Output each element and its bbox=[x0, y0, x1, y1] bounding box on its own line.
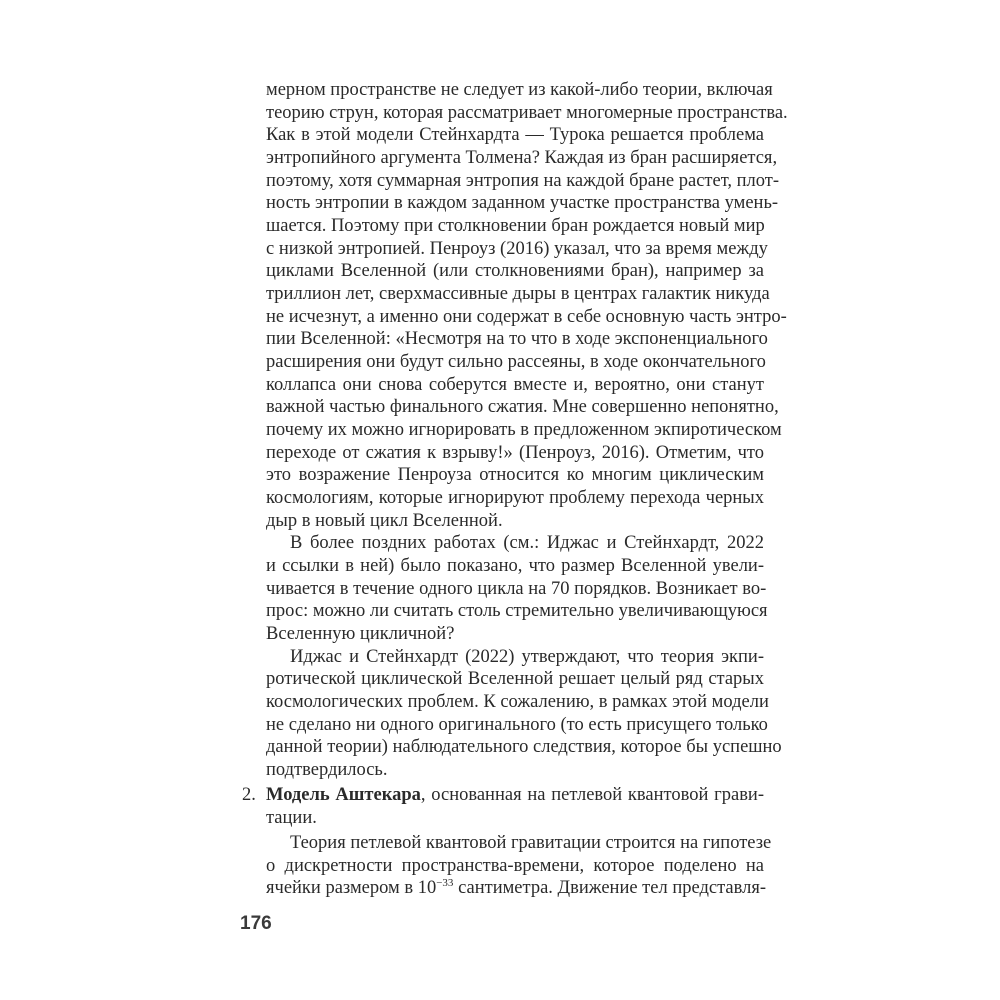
text-line-with-exponent bbox=[266, 877, 764, 899]
text-line: шается. Поэтому при столкновении бран рождается новый мир bbox=[266, 216, 765, 236]
text-line: с низкой энтропией. Пенроуз (2016) указал, что за время между bbox=[266, 239, 768, 259]
text-line: энтропийного аргумента Толмена? Каждая из бран расширяется, bbox=[266, 148, 778, 168]
text-line: это возражение Пенроуза относится ко многим циклическим bbox=[266, 465, 764, 485]
exponent: −33 bbox=[436, 876, 454, 889]
text-line: Иджас и Стейнхардт (2022) утверждают, что теория экпи- bbox=[290, 647, 764, 667]
text-line: дыр в новый цикл Вселенной. bbox=[266, 511, 503, 531]
text-line: мерном пространстве не следует из какой-либо теории, включая bbox=[266, 80, 773, 100]
text-line: космологических проблем. К сожалению, в рамках этой модели bbox=[266, 692, 769, 712]
text-line: данной теории) наблюдательного следствия, которое бы успешно bbox=[266, 737, 782, 757]
text-line: триллион лет, сверхмассивные дыры в центрах галактик никуда bbox=[266, 284, 770, 304]
text-line: прос: можно ли считать столь стремительно увеличивающуюся bbox=[266, 601, 768, 621]
text-line: поэтому, хотя суммарная энтропия на каждой бране растет, плот- bbox=[266, 171, 780, 191]
text-line: коллапса они снова соберутся вместе и, вероятно, они станут bbox=[266, 375, 764, 395]
list-item-number: 2. bbox=[242, 785, 256, 805]
list-item-heading bbox=[242, 784, 764, 806]
text-line: Теория петлевой квантовой гравитации строится на гипотезе bbox=[290, 833, 772, 853]
text-line: тации. bbox=[266, 808, 317, 828]
text-line: почему их можно игнорировать в предложенном экпиротическом bbox=[266, 420, 782, 440]
list-item-text: , основанная на петлевой квантовой грави- bbox=[420, 785, 764, 805]
text-line: космологиям, которые игнорируют проблему перехода черных bbox=[266, 488, 764, 508]
text-line: пии Вселенной: «Несмотря на то что в ходе экспоненциального bbox=[266, 329, 768, 349]
text-fragment: ячейки размером в 10 bbox=[266, 878, 437, 898]
text-line: Вселенную цикличной? bbox=[266, 624, 455, 644]
text-line: важной частью финального сжатия. Мне совершенно непонятно, bbox=[266, 397, 779, 417]
text-line: чивается в течение одного цикла на 70 порядков. Возникает во- bbox=[266, 579, 767, 599]
list-item-title: Модель Аштекара bbox=[266, 785, 421, 805]
text-line: переходе от сжатия к взрыву!» (Пенроуз, 2016). Отметим, что bbox=[266, 443, 764, 463]
text-line: и ссылки в ней) было показано, что размер Вселенной увели- bbox=[266, 556, 764, 576]
text-line: подтвердилось. bbox=[266, 760, 388, 780]
text-line: Как в этой модели Стейнхардта — Турока решается проблема bbox=[266, 125, 764, 145]
text-line: о дискретности пространства-времени, которое поделено на bbox=[266, 856, 764, 876]
text-line: не исчезнут, а именно они содержат в себе основную часть энтро- bbox=[266, 307, 787, 327]
text-line: теорию струн, которая рассматривает многомерные пространства. bbox=[266, 103, 788, 123]
text-line: расширения они будут сильно рассеяны, в ходе окончательного bbox=[266, 352, 766, 372]
text-fragment: сантиметра. Движение тел представля- bbox=[453, 878, 766, 898]
page-number: 176 bbox=[240, 913, 272, 934]
text-line: ность энтропии в каждом заданном участке пространства умень- bbox=[266, 193, 779, 213]
text-line: не сделано ни одного оригинального (то есть присущего только bbox=[266, 715, 768, 735]
text-line: ротической циклической Вселенной решает целый ряд старых bbox=[266, 669, 764, 689]
text-line: В более поздних работах (см.: Иджас и Стейнхардт, 2022 bbox=[290, 533, 764, 553]
text-line: циклами Вселенной (или столкновениями бран), например за bbox=[266, 261, 764, 281]
